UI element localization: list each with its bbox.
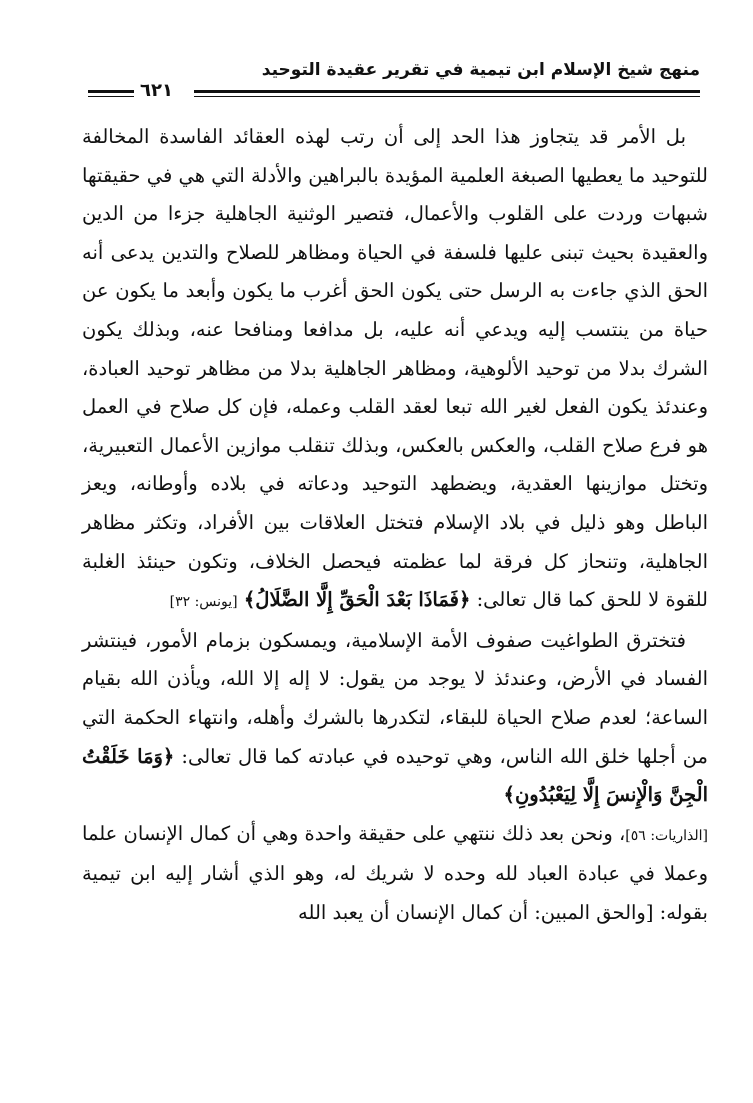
running-header [88, 56, 706, 106]
paragraph-text: بل الأمر قد يتجاوز هذا الحد إلى أن رتب لهذه العقائد الفاسدة المخالفة للتوحيد ما يعطيها الصبغة العلمية المؤيدة بالبراهين والأدلة التي هي في حقيقتها شبهات وردت على القلوب والأعمال، فتصير الوثنية الجاهلية جزءا من الدين والعقيدة بحيث تبنى عليها فلسفة في الحياة ومظاهر للصلاح والتدين يدعى أنه الحق الذي جاءت به الرسل حتى يكون الحق أغرب ما يكون وأبعد ما يكون عن حياة من ينتسب إليه ويدعي أنه عليه، بل مدافعا ومنافحا عنه، وبذلك يكون الشرك بدلا من توحيد الألوهية، ومظاهر الجاهلية بدلا من مظاهر توحيد العبادة، وعندئذ يكون الفعل لغير الله تبعا لعقد القلب وعمله، فإن كل صلاح في العمل هو فرع صلاح القلب، والعكس بالعكس، وبذلك تنقلب موازين الأعمال التعبيرية، وتختل موازينها العقدية، ويضطهد التوحيد ودعاته في بلاده وأوطانه، ويعز الباطل وهو ذليل في بلاد الإسلام فتختل العلاقات بين الأفراد، وتكثر مظاهر الجاهلية، وتنحاز كل فرقة لما عظمته فيحصل الخلاف، وتكون حينئذ الغلبة للقوة لا للحق كما قال تعالى: [82, 125, 708, 612]
paragraph-text: فتخترق الطواغيت صفوف الأمة الإسلامية، ويمسكون بزمام الأمور، فينتشر الفساد في الأرض، وعندئذ لا يوجد من يقول: لا إله إلا الله، ويأذن الله بقيام الساعة؛ لعدم صلاح الحياة للبقاء، لتكدرها بالشرك وأهله، وانتهاء الحكمة التي من أجلها خلق الله الناس، وهي توحيده في عبادته كما قال تعالى: [82, 628, 709, 768]
page-number: ٦٢١ [140, 80, 173, 101]
verse-reference: [يونس: ٣٢] [169, 594, 238, 611]
page-number-rule-thin [88, 96, 134, 97]
paragraph-text: ، ونحن بعد ذلك ننتهي على حقيقة واحدة وهي أن كمال الإنسان علما وعملا في عبادة العباد لله وحده لا شريك له، وهو الذي أشار إليه ابن تيمية بقوله: [والحق المبين: أن كمال الإنسان أن يعبد الله [82, 821, 708, 924]
quran-verse: ﴿فَمَاذَا بَعْدَ الْحَقِّ إِلَّا الضَّلَالُ﴾ [243, 588, 471, 612]
header-rule-thick [194, 90, 700, 93]
verse-reference: [الذاريات: ٥٦] [625, 827, 708, 844]
book-title: منهج شيخ الإسلام ابن تيمية في تقرير عقيدة التوحيد [261, 60, 700, 80]
page-number-rule-thick [88, 90, 134, 93]
body-text [82, 118, 708, 932]
header-rule-thin [194, 96, 700, 97]
paragraph [82, 118, 708, 622]
quran-verse: ﴿وَمَا خَلَقْتُ الْجِنَّ وَالْإِنسَ إِلَّا لِيَعْبُدُونِ﴾ [82, 744, 708, 807]
paragraph [82, 622, 708, 933]
